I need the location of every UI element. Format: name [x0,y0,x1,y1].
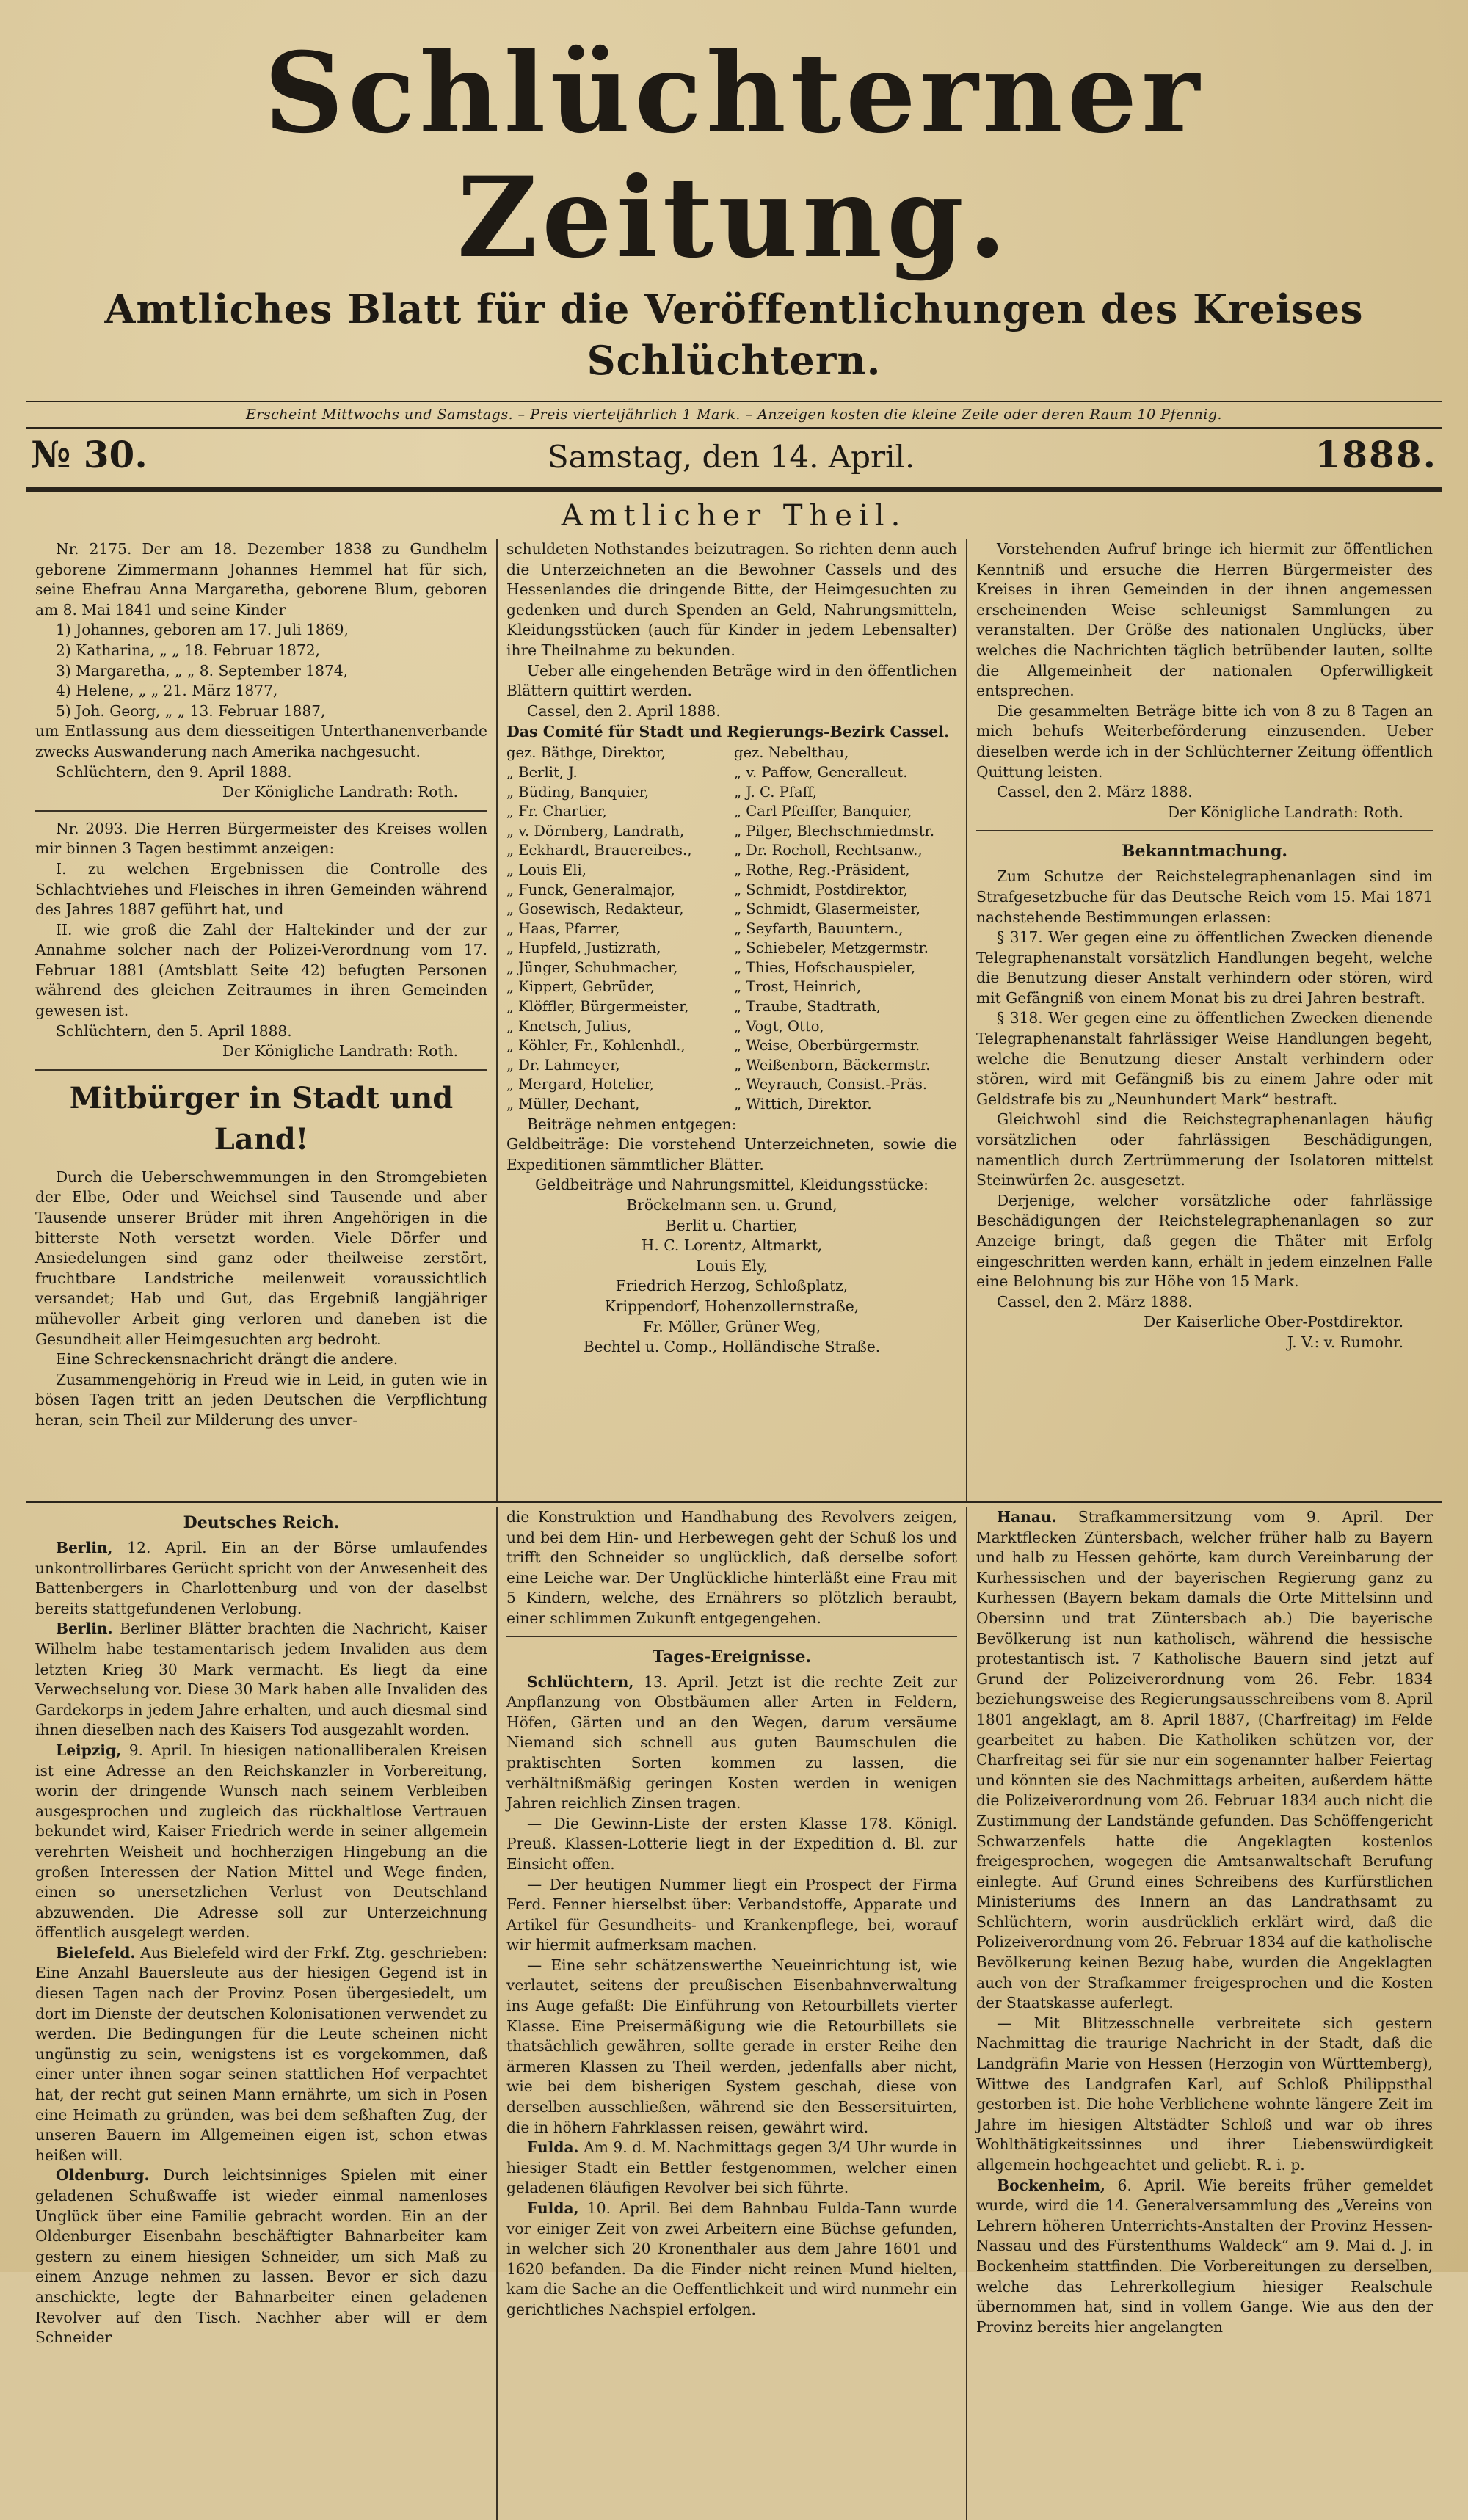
official-section-title: Amtlicher Theil. [561,499,907,533]
member-right: „ Rothe, Reg.-Präsident, [734,861,910,878]
paragraph-317: § 317. Wer gegen eine zu öffentlichen Zwecken dienende Telegraphenanstalt vorsätzlich Handlungen begeht, welche die Benutzung dieser Anstalt verhindern oder stören, wird mit Gefängniß von einem Monat bis zu drei Jahren bestraft. [976,928,1433,1007]
issue-date: Samstag, den 14. April. [547,439,915,475]
subscription-info: Erscheint Mittwochs und Samstags. – Preis vierteljährlich 1 Mark. – Anzeigen kosten die kleine Zeile oder deren Raum 10 Pfennig. [245,407,1223,423]
notice-2093-signature: Der Königliche Landrath: Roth. [222,1042,458,1060]
member-right: „ Schiebeler, Metzgermstr. [734,939,929,957]
place-name: Berlin, [56,1539,113,1556]
member-right: „ v. Paffow, Generalleut. [734,763,908,781]
child-entry: 2) Katharina, „ „ 18. Februar 1872, [56,641,320,659]
announcement-signature: Der Kaiserliche Ober-Postdirektor. [1144,1313,1403,1331]
news-item: Oldenburg. Durch leichtsinniges Spielen mit einer geladenen Schußwaffe ist wieder einmal namenloses Unglück über eine Familie gebracht worden. Ein an der Oldenburger Eisenbahn beschäftigter Bahnarbeiter kam gestern zu einem hiesigen Schneider, um sich Maß zu einem Anzuge nehmen zu lassen. Bevor er sich dazu anschickte, legte der Bahnarbeiter einen geladenen Revolver auf den Tisch. Nachher aber will er dem Schneider [35,2166,487,2347]
member-left: „ Köhler, Fr., Kohlenhdl., [506,1037,686,1055]
member-left: gez. Bäthge, Direktor, [506,744,666,762]
money-contributions: Geldbeiträge: Die vorstehend Unterzeichneten, sowie die Expeditionen sämmtlicher Blätter. [506,1135,957,1173]
member-right: „ Pilger, Blechschmiedmstr. [734,822,935,840]
address-entry: Berlit u. Chartier, [665,1216,799,1234]
children-list [35,620,487,721]
dateline [26,429,1442,487]
address-entry: Bröckelmann sen. u. Grund, [626,1196,837,1214]
announcement-signature: J. V.: v. Rumohr. [1287,1333,1403,1351]
address-entry: H. C. Lorentz, Altmarkt, [641,1237,823,1255]
news-section [26,1501,1442,2520]
member-left: „ Mergard, Hotelier, [506,1076,654,1093]
member-right: „ Trost, Heinrich, [734,978,862,996]
notice-2175-text: Nr. 2175. Der am 18. Dezember 1838 zu Gundhelm geborene Zimmermann Johannes Hemmel hat für sich, seine Ehefrau Anna Margaretha, geborene Blum, geboren am 8. Mai 1841 und seine Kinder [35,540,487,619]
news-column-2 [496,1507,966,2520]
notice-2175-place: Schlüchtern, den 9. April 1888. [56,762,292,781]
collection-addresses [506,1195,957,1358]
member-left: „ Funck, Generalmajor, [506,881,675,898]
paragraph-318: § 318. Wer gegen eine zu öffentlichen Zwecken dienende Telegraphenanstalt fahrlässiger Weise Handlungen begeht, welche die Benutzung dieser Anstalt verhindern oder stören, wird mit Gefängniß bis zu einem Jahre oder mit Geldstrafe bis zu „Neunhundert Mark“ bestraft. [976,1009,1433,1108]
news-item: Leipzig, 9. April. In hiesigen nationalliberalen Kreisen ist eine Adresse an den Reichskanzler in Vorbereitung, worin der dringende Wunsch nach seinem Verbleiben ausgesprochen und zugleich das rückhaltlose Vertrauen bekundet wird, Kaiser Friedrich werde in seiner allgemein verehrten Weisheit und hochherzigen Hingebung an die großen Interessen der Nation Mittel und Wege finden, einen so unersetzlichen Verlust von Deutschland abzuwenden. Die Adresse soll zur Unterzeichnung öffentlich ausgelegt werden. [35,1741,488,1942]
daily-events-heading: Tages-Ereignisse. [652,1647,812,1667]
announcement-text: Gleichwohl sind die Reichstegraphenanlagen häufig vorsätzlichen oder fahrlässigen Beschädigungen, namentlich durch Zertrümmerung der Isolatoren mittelst Steinwürfen 2c. ausgesetzt. [976,1110,1433,1190]
announcement-text: Derjenige, welcher vorsätzliche oder fahrlässige Beschädigungen der Reichstelegraphenanlagen so zur Anzeige bringt, daß gegen die Thäter mit Erfolg eingeschritten werden kann, erhält in jedem einzelnen Falle eine Belohnung bis zur Höhe von 15 Mark. [976,1191,1433,1291]
news-item: — Der heutigen Nummer liegt ein Prospect der Firma Ferd. Fenner hierselbst über: Verbandstoffe, Apparate und Artikel für Gesundheits- und Krankenpflege, bei, worauf wir hiermit aufmerksam machen. [506,1875,957,1954]
masthead [26,31,1442,386]
member-left: „ Klöffler, Bürgermeister, [506,998,689,1016]
member-left: „ Louis Eli, [506,861,586,878]
notice-2175-rest: um Entlassung aus dem diesseitigen Unterthanenverbande zwecks Auswanderung nach Amerika nachgesucht. [35,722,487,760]
news-item: Bielefeld. Aus Bielefeld wird der Frkf. Ztg. geschrieben: Eine Anzahl Bauersleute aus der hiesigen Gegend ist in diesen Tagen nach der Provinz Posen übergesiedelt, um dort im Dienste der deutschen Kolonisationen verwendet zu werden. Die Bedingungen für die Leute scheinen nicht ungünstig zu sein, wenigstens ist es vorgekommen, daß einer unter ihnen sogar seinen stattlichen Hof verpachtet hat, der recht gut seinen Mann ernährte, um sich in Posen eine Heimath zu gründen, was bei dem seßhaften Zug, der unseren Bauern im Allgemeinen eigen ist, schon etwas heißen will. [35,1943,487,2164]
member-right: „ Wittich, Direktor. [734,1096,872,1113]
appeal-note-place: Cassel, den 2. März 1888. [997,783,1193,801]
child-entry: 1) Johannes, geboren am 17. Juli 1869, [56,621,349,639]
member-right: „ Schmidt, Postdirektor, [734,881,908,898]
notice-2093-place: Schlüchtern, den 5. April 1888. [56,1022,292,1040]
member-left: „ Büding, Banquier, [506,783,650,801]
newspaper-title: Schlüchterner Zeitung. [264,29,1204,283]
appeal-text: Zusammengehörig in Freud wie in Leid, in guten wie in bösen Tagen tritt an jeden Deutschen die Verpflichtung heran, sein Theil zur Milderung des unver- [35,1370,487,1429]
divider [976,830,1433,831]
notice-2093-text: Nr. 2093. Die Herren Bürgermeister des Kreises wollen mir binnen 3 Tagen bestimmt anzeigen: [35,819,487,858]
appeal-place: Cassel, den 2. April 1888. [527,702,721,720]
notice-2093-item-1: I. zu welchen Ergebnissen die Controlle des Schlachtviehes und Fleisches in ihren Gemeinden während des Jahres 1887 geführt hat, und [35,859,487,919]
place-name: Berlin. [56,1620,113,1638]
place-name: Fulda. [527,2138,579,2157]
member-right: „ Weise, Oberbürgermstr. [734,1037,920,1055]
newspaper-subtitle: Amtliches Blatt für die Veröffentlichungen des Kreises Schlüchtern. [104,285,1364,384]
place-name: Leipzig, [56,1741,122,1759]
issue-year: 1888. [1315,433,1437,476]
member-right: gez. Nebelthau, [734,744,849,762]
member-right: „ Weyrauch, Consist.-Präs. [734,1076,928,1093]
member-left: „ v. Dörnberg, Landrath, [506,822,685,840]
news-column-3 [966,1507,1442,2520]
member-right: „ Thies, Hofschauspieler, [734,958,916,976]
place-name: Hanau. [997,1508,1057,1526]
dateline-rule [26,487,1442,492]
divider [506,1636,957,1637]
child-entry: 4) Helene, „ „ 21. März 1877, [56,682,278,700]
appeal-note: Die gesammelten Beträge bitte ich von 8 zu 8 Tagen an mich behufs Weiterbeförderung einzusenden. Ueber dieselben werde ich in der Schlüchterner Zeitung öffentlich Quittung leisten. [976,702,1433,781]
place-name: Fulda, [527,2199,579,2217]
address-entry: Friedrich Herzog, Schloßplatz, [615,1277,849,1295]
address-entry: Bechtel u. Comp., Holländische Straße. [583,1338,881,1356]
news-item: Fulda, 10. April. Bei dem Bahnbau Fulda-Tann wurde vor einiger Zeit von zwei Arbeitern eine Büchse gefunden, in welcher sich 20 Kronenthaler aus dem Jahre 1601 und 1620 befanden. Da die Finder nicht reinen Mund hielten, kam die Sache an die Oeffentlichkeit und wird nunmehr ein gerichtliches Nachspiel erfolgen. [506,2199,957,2318]
member-left: „ Hupfeld, Justizrath, [506,939,661,957]
member-left: „ Haas, Pfarrer, [506,919,620,937]
news-item: — Mit Blitzesschnelle verbreitete sich gestern Nachmittag die traurige Nachricht in der Stadt, daß die Landgräfin Marie von Hessen (Herzogin von Württemberg), Wittwe des Landgrafen Karl, auf Schloß Philippsthal gestorben ist. Die hohe Verblichene wohnte längere Zeit im Jahre im hiesigen Altstädter Schloß und war ob ihres Wohlthätigkeitssinnes und ihrer Liebenswürdigkeit allgemein hochgeachtet und geliebt. R. i. p. [976,2014,1433,2174]
column-1 [26,539,496,1501]
appeal-headline: Mitbürger in Stadt und Land! [69,1080,454,1157]
child-entry: 3) Margaretha, „ „ 8. September 1874, [56,661,349,680]
place-name: Bockenheim, [997,2176,1105,2194]
news-item: — Eine sehr schätzenswerthe Neueinrichtung ist, wie verlautet, seitens der preußischen Eisenbahnverwaltung ins Auge gefaßt: Die Einführung von Retourbillets vierter Klasse. Eine Preisermäßigung wie die Retourbillets sie thatsächlich gewähren, sollte gerade in erster Reihe den ärmeren Klassen zu Theil werden, jedenfalls aber nicht, wie bei dem bisherigen System geschah, diese von derselben ausschließen, während sie den Bessersituirten, die in höhern Fahrklassen reisen, gewährt wird. [506,1956,957,2136]
address-entry: Krippendorf, Hohenzollernstraße, [604,1297,860,1315]
appeal-continuation: Ueber alle eingehenden Beträge wird in den öffentlichen Blättern quittirt werden. [506,661,957,700]
place-name: Oldenburg. [56,2166,150,2185]
member-right: „ Vogt, Otto, [734,1017,824,1035]
notice-2093-item-2: II. wie groß die Zahl der Haltekinder und der zur Annahme solcher nach der Polizei-Verordnung vom 17. Februar 1881 (Amtsblatt Seite 42) befugten Personen während des gleichen Zeitraumes in ihren Gemeinden gewesen ist. [35,920,487,1020]
member-left: „ Berlit, J. [506,763,578,781]
member-right: „ Seyfarth, Bauuntern., [734,919,904,937]
news-item: Schlüchtern, 13. April. Jetzt ist die rechte Zeit zur Anpflanzung von Obstbäumen aller Arten in Feldern, Höfen, Gärten und an den Wegen, darum versäume Niemand sich schnell aus guten Baumschulen die praktischten Sorten kommen zu lassen, die verhältnißmäßig geringen Kosten werden in wenigen Jahren reichlich Zinsen tragen. [506,1672,957,1813]
goods-contributions-heading: Geldbeiträge und Nahrungsmittel, Kleidungsstücke: [535,1176,929,1194]
member-right: „ Weißenborn, Bäckermstr. [734,1056,931,1074]
news-column-1 [26,1507,496,2520]
announcement-place: Cassel, den 2. März 1888. [997,1292,1193,1311]
member-left: „ Dr. Lahmeyer, [506,1056,620,1074]
member-left: „ Eckhardt, Brauereibes., [506,842,692,859]
news-item: Berlin, 12. April. Ein an der Börse umlaufendes unkontrollirbares Gerücht spricht von der Anwesenheit des Battenbergers in Charlottenburg und von der daselbst bereits stattgefundenen Verlobung. [35,1539,488,1617]
news-item: Fulda. Am 9. d. M. Nachmittags gegen 3/4 Uhr wurde in hiesiger Stadt ein Bettler festgenommen, welcher einen geladenen 6läufigen Revolver bei sich führte. [506,2138,958,2197]
issue-number: № 30. [31,433,148,476]
appeal-note-signature: Der Königliche Landrath: Roth. [1167,803,1403,821]
contributions-heading: Beiträge nehmen entgegen: [527,1115,737,1133]
member-left: „ Müller, Dechant, [506,1096,640,1113]
member-left: „ Jünger, Schuhmacher, [506,958,678,976]
child-entry: 5) Joh. Georg, „ „ 13. Februar 1887, [56,702,326,720]
column-3 [966,539,1442,1501]
news-item: Bockenheim, 6. April. Wie bereits früher gemeldet wurde, wird die 14. Generalversammlung des „Vereins von Lehrern höheren Unterrichts-Anstalten der Provinz Hessen-Nassau und des Fürstenthums Waldeck“ am 9. Mai d. J. in Bockenheim stattfinden. Die Vorbereitungen zu derselben, welche das Lehrerkollegium hiesiger Realschule übernommen hat, sind in vollem Gange. Wie aus den der Provinz bereits hier angelangten [976,2176,1433,2336]
member-right: „ Carl Pfeiffer, Banquier, [734,803,912,820]
news-continuation: die Konstruktion und Handhabung des Revolvers zeigen, und bei dem Hin- und Herbewegen geht der Schuß los und trifft den Schneider so unglücklich, daß derselbe sofort eine Leiche war. Der Unglückliche hinterläßt eine Frau mit 5 Kindern, welche, des Ernährers so plötzlich beraubt, einer schlimmen Zukunft entgegengehen. [506,1508,957,1627]
column-2 [496,539,966,1501]
news-item: — Die Gewinn-Liste der ersten Klasse 178. Königl. Preuß. Klassen-Lotterie liegt in der Expedition d. Bl. zur Einsicht offen. [506,1814,957,1873]
announcement-heading: Bekanntmachung. [1121,842,1288,862]
member-left: „ Kippert, Gebrüder, [506,978,655,996]
address-entry: Louis Ely, [695,1256,768,1275]
divider [35,1069,487,1071]
member-left: „ Fr. Chartier, [506,803,607,820]
member-right: „ J. C. Pfaff, [734,783,817,801]
appeal-text: Durch die Ueberschwemmungen in den Stromgebieten der Elbe, Oder und Weichsel sind Tausende und aber Tausende unserer Brüder mit ihren Angehörigen in die bitterste Noth versetzt worden. Viele Dörfer und Ansiedelungen sind ganz oder theilweise zerstört, fruchtbare Landstriche meilenweit voraussichtlich versandet; Hab und Gut, das Ergebniß langjähriger mühevoller Arbeit ging verloren und daneben ist die Gesundheit aller Heimgesuchten arg bedroht. [35,1168,487,1348]
member-right: „ Schmidt, Glasermeister, [734,900,920,918]
member-left: „ Knetsch, Julius, [506,1017,632,1035]
member-right: „ Traube, Stadtrath, [734,998,881,1016]
appeal-note: Vorstehenden Aufruf bringe ich hiermit zur öffentlichen Kenntniß und ersuche die Herren Bürgermeister des Kreises in ihren Gemeinden in der ihnen angemessen erscheinenden Weise schleunigst Sammlungen zu veranstalten. Der Größe des nationalen Unglücks, über welches die Nachrichten täglich betrübender lauten, sollte die Allgemeinheit der nationalen Opferwilligkeit entsprechen. [976,540,1433,700]
news-item: Hanau. Strafkammersitzung vom 9. April. Der Marktflecken Züntersbach, welcher früher halb zu Bayern und halb zu Hessen gehörte, kam durch Vereinbarung der Kurhessischen und der bayerischen Regierung ganz zu Kurhessen (Bayern bekam damals die Orte Mittelsinn und Obersinn und trat Züntersbach ab.) Die bayerische Bevölkerung ist nun katholisch, während die hessische protestantisch ist. 7 Katholische Bauern sind jetzt auf Grund der Polizeiverordnung vom 26. Febr. 1834 beziehungsweise des Regierungsausschreibens vom 8. April 1801 angeklagt, am 8. April 1887, (Charfreitag) im Felde gearbeitet zu haben. Die Katholiken schützen vor, der Charfreitag sei für sie nur ein sogenannter halber Feiertag und könnten sie des Nachmittags arbeiten, außerdem hätte die Polizeiverordnung vom 26. Februar 1834 auch nicht die Zustimmung der Landstände gefunden. Das Schöffengericht Schwarzenfels hatte die Angeklagten kostenlos freigesprochen, wogegen die Amtsanwaltschaft Berufung einlegte. Auf Grund eines Schreibens des Kurfürstlichen Ministeriums des Innern an das Landrathsamt zu Schlüchtern, worin ausdrücklich erklärt wird, daß die Polizeiverordnung vom 26. Februar 1834 auf die katholische Bevölkerung keinen Bezug habe, wurden die Angeklagten auch von der Strafkammer freigesprochen und die Kosten der Staatskasse auferlegt. [976,1508,1433,2012]
german-reich-heading: Deutsches Reich. [183,1513,340,1532]
member-right: „ Dr. Rocholl, Rechtsanw., [734,842,923,859]
place-name: Schlüchtern, [527,1672,634,1691]
announcement-intro: Zum Schutze der Reichstelegraphenanlagen sind im Strafgesetzbuche für das Deutsche Reich vom 15. Mai 1871 nachstehende Bestimmungen erlassen: [976,867,1433,926]
official-section [26,539,1442,1501]
appeal-continuation: schuldeten Nothstandes beizutragen. So richten denn auch die Unterzeichneten an die Bewohner Cassels und des Hessenlandes die dringende Bitte, der Heimgesuchten zu gedenken und durch Spenden an Geld, Nahrungsmitteln, Kleidungsstücken (auch für Kinder in jedem Lebensalter) ihre Theilnahme zu bekunden. [506,540,957,659]
appeal-text: Eine Schreckensnachricht drängt die andere. [56,1350,399,1369]
notice-2175-signature: Der Königliche Landrath: Roth. [222,783,458,801]
divider [35,810,487,812]
address-entry: Fr. Möller, Grüner Weg, [642,1317,821,1336]
committee-members [506,743,957,1114]
place-name: Bielefeld. [56,1943,136,1962]
member-left: „ Gosewisch, Redakteur, [506,900,684,918]
news-item: Berlin. Berliner Blätter brachten die Nachricht, Kaiser Wilhelm habe testamentarisch jedem Invaliden aus dem letzten Krieg 30 Mark vermacht. Es liegt da eine Verwechselung vor. Diese 30 Mark haben alle Invaliden des Gardekorps in jedem Jahre erhalten, und auch diesmal sind ihnen dieselben nach des Kaisers Tod ausgezahlt worden. [35,1620,487,1739]
committee-heading: Das Comité für Stadt und Regierungs-Bezirk Cassel. [506,723,950,741]
